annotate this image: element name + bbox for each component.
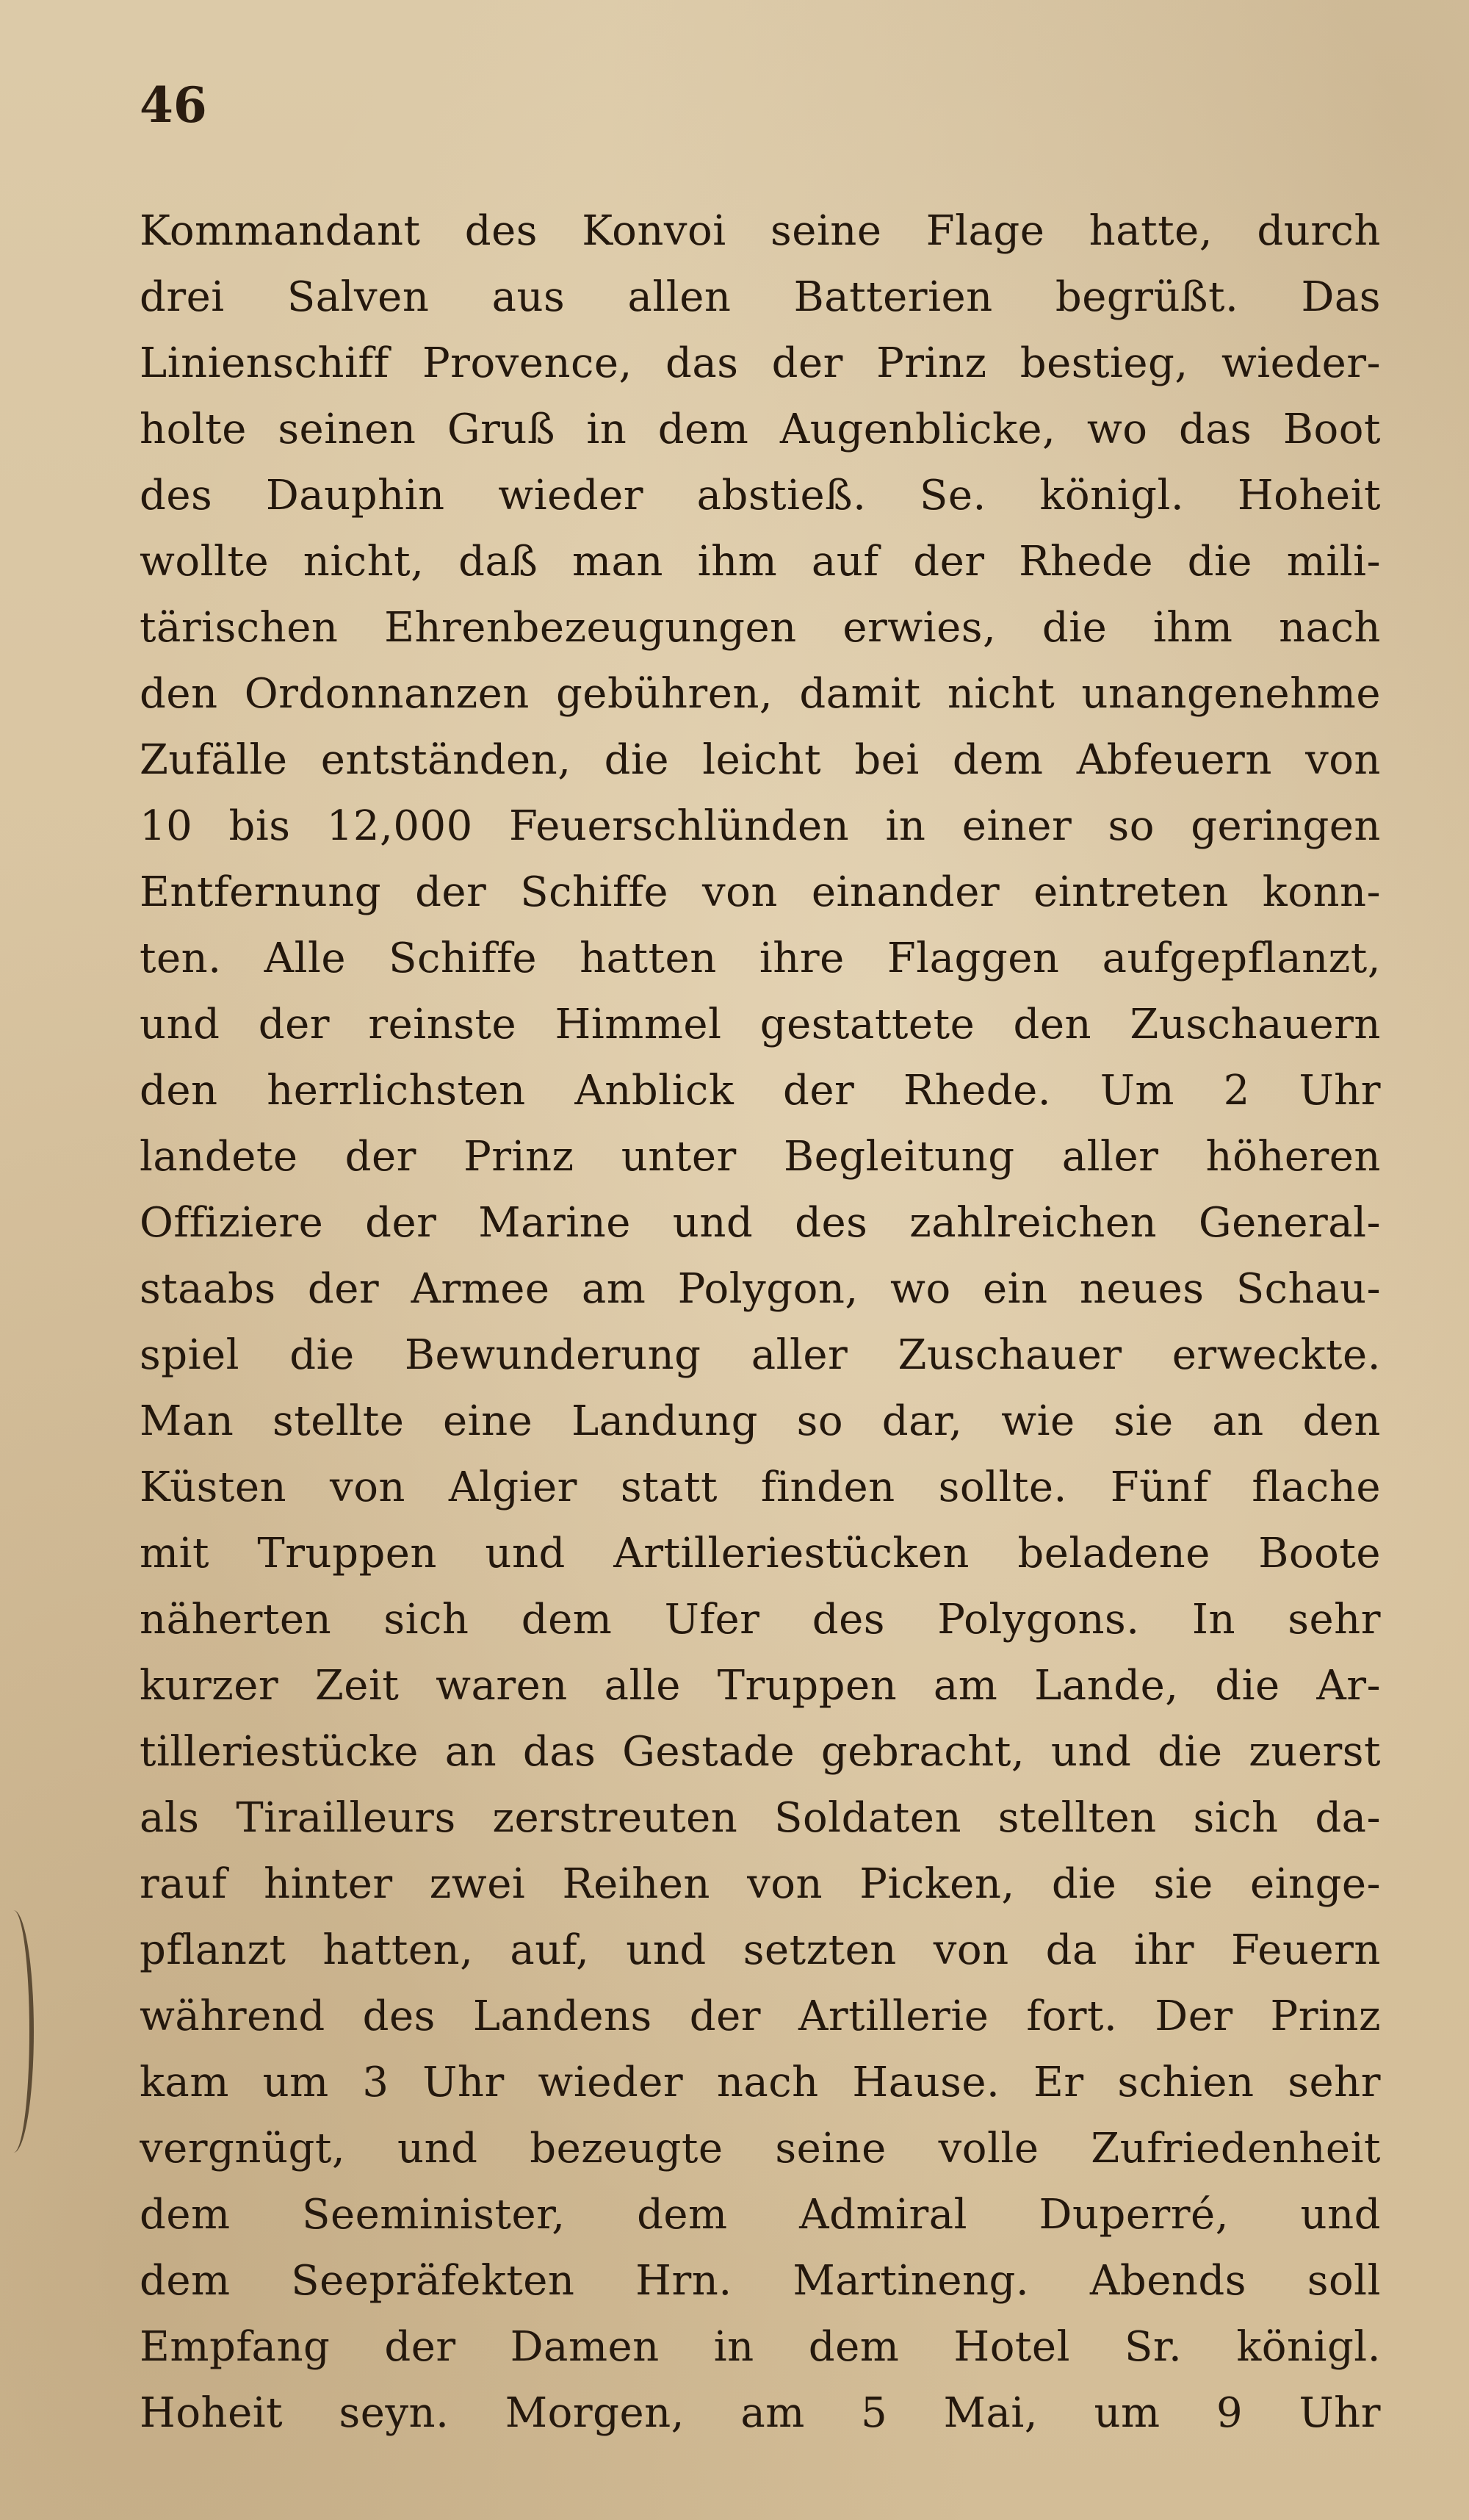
text-line: Kommandant des Konvoi seine Flage hatte, durch — [140, 207, 1381, 255]
text-line: Hoheit seyn. Morgen, am 5 Mai, um 9 Uhr — [140, 2389, 1381, 2437]
text-line: Offiziere der Marine und des zahlreichen General- — [140, 1199, 1381, 1247]
text-line: wollte nicht, daß man ihm auf der Rhede die mili- — [140, 538, 1381, 586]
text-line: 10 bis 12,000 Feuerschlünden in einer so geringen — [140, 802, 1381, 850]
text-line: spiel die Bewunderung aller Zuschauer erweckte. — [140, 1331, 1381, 1379]
page-number: 46 — [140, 76, 207, 134]
text-line: tilleriestücke an das Gestade gebracht, und die zuerst — [140, 1728, 1381, 1776]
text-line: landete der Prinz unter Begleitung aller höheren — [140, 1133, 1381, 1181]
text-line: Empfang der Damen in dem Hotel Sr. königl. — [140, 2323, 1381, 2371]
text-line: pflanzt hatten, auf, und setzten von da ihr Feuern — [140, 1926, 1381, 1974]
text-line: Küsten von Algier statt finden sollte. Fünf flache — [140, 1464, 1381, 1511]
text-line: den herrlichsten Anblick der Rhede. Um 2 Uhr — [140, 1067, 1381, 1115]
text-line: des Dauphin wieder abstieß. Se. königl. Hoheit — [140, 472, 1381, 519]
text-line: kam um 3 Uhr wieder nach Hause. Er schien sehr — [140, 2059, 1381, 2106]
text-line: den Ordonnanzen gebühren, damit nicht unangenehme — [140, 670, 1381, 718]
text-line: drei Salven aus allen Batterien begrüßt. Das — [140, 273, 1381, 321]
text-line: ten. Alle Schiffe hatten ihre Flaggen aufgepflanzt, — [140, 935, 1381, 982]
text-line: kurzer Zeit waren alle Truppen am Lande, die Ar- — [140, 1662, 1381, 1710]
text-line: Entfernung der Schiffe von einander eintreten konn- — [140, 868, 1381, 916]
text-line: und der reinste Himmel gestattete den Zuschauern — [140, 1001, 1381, 1048]
text-line: während des Landens der Artillerie fort. Der Prinz — [140, 1992, 1381, 2040]
text-line: näherten sich dem Ufer des Polygons. In sehr — [140, 1596, 1381, 1644]
text-line: rauf hinter zwei Reihen von Picken, die sie einge- — [140, 1860, 1381, 1908]
text-line: Zufälle entständen, die leicht bei dem Abfeuern von — [140, 736, 1381, 784]
text-line: tärischen Ehrenbezeugungen erwies, die ihm nach — [140, 604, 1381, 652]
text-line: vergnügt, und bezeugte seine volle Zufriedenheit — [140, 2125, 1381, 2172]
text-line: als Tirailleurs zerstreuten Soldaten stellten sich da- — [140, 1794, 1381, 1842]
text-line: holte seinen Gruß in dem Augenblicke, wo das Boot — [140, 406, 1381, 453]
text-line: Man stellte eine Landung so dar, wie sie an den — [140, 1397, 1381, 1445]
text-line: dem Seeminister, dem Admiral Duperré, und — [140, 2191, 1381, 2239]
page-edge-shadow — [0, 1910, 34, 2153]
text-line: staabs der Armee am Polygon, wo ein neues Schau- — [140, 1265, 1381, 1313]
text-line: dem Seepräfekten Hrn. Martineng. Abends soll — [140, 2257, 1381, 2305]
text-line: mit Truppen und Artilleriestücken beladene Boote — [140, 1530, 1381, 1577]
text-line: Linienschiff Provence, das der Prinz bestieg, wieder- — [140, 339, 1381, 387]
body-text — [140, 198, 1381, 2447]
